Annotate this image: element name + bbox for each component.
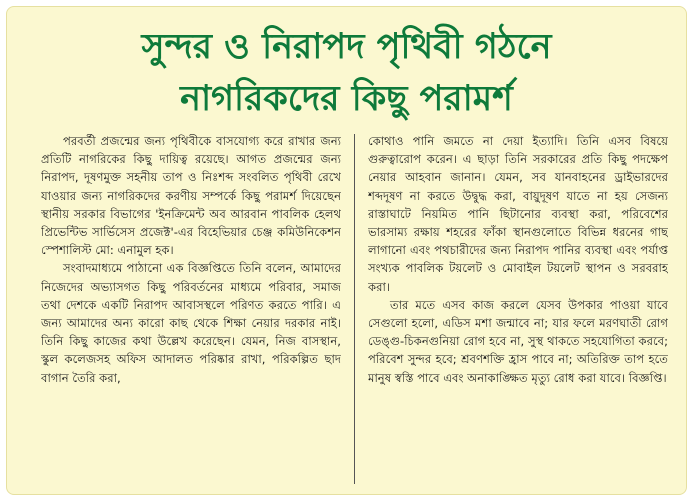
headline-line-1: সুন্দর ও নিরাপদ পৃথিবী গঠনে (141, 27, 552, 67)
paragraph: পরবর্তী প্রজন্মের জন্য পৃথিবীকে বাসযোগ্য করে রাখার জন্য প্রতিটি নাগরিকের কিছু দায়িত্ব রয়েছে। আগত প্রজন্মের জন্য নিরাপদ, দূষণমুক্ত সহনীয় তাপ ও নিঃশব্দ সংবলিত পৃথিবী রেখে যাওয়ার জন্য নাগরিকদের করণীয় সম্পর্কে কিছু পরামর্শ দিয়েছেন স্থানীয় সরকার বিভাগের 'ইনক্রিমেন্ট অব আরবান পাবলিক হেলথ প্রিভেন্টিভ সার্ভিসেস প্রজেক্ট'-এর বিহেভিয়ার চেঞ্জ কমিউনিকেশন স্পেশালিস্ট মো: এনামুল হক। (41, 134, 341, 258)
article-body (41, 132, 677, 492)
column-divider (354, 134, 355, 484)
news-clipping (6, 6, 687, 495)
headline-line-2: নাগরিকদের কিছু পরামর্শ (180, 79, 513, 119)
paragraph: সংবাদমাধ্যমে পাঠানো এক বিজ্ঞপ্তিতে তিনি বলেন, আমাদের নিজেদের অভ্যাসগত কিছু পরিবর্তনের মাধ্যমে পরিবার, সমাজ তথা দেশকে একটি নিরাপদ আবাসস্থলে পরিণত করতে পারি। এ জন্য আমাদের অন্য কারো কাছ থেকে শিক্ষা নেয়ার দরকার নাই। তিনি কিছু কাজের কথা উল্লেখ করেছেন। যেমন, নিজ বাসস্থান, স্কুল কলেজসহ অফিস আদালত পরিষ্কার রাখা, পরিকল্পিত ছাদ বাগান তৈরি করা, (41, 261, 341, 385)
paragraph: তার মতে এসব কাজ করলে যেসব উপকার পাওয়া যাবে সেগুলো হলো, এডিস মশা জন্মাবে না; যার ফলে মরণঘাতী রোগ ডেঙ্গু-চিকনগুনিয়া রোগ হবে না, সুস্থ থাকতে সহযোগিতা করবে; পরিবেশ সুন্দর হবে; শ্রবণশক্তি হ্রাস পাবে না; অতিরিক্ত তাপ হতে মানুষ স্বস্তি পাবে এবং অনাকাঙ্ক্ষিত মৃত্যু রোধ করা যাবে। বিজ্ঞপ্তি। (368, 297, 668, 385)
column-left (41, 132, 341, 490)
column-right (368, 132, 668, 490)
paragraph: কোথাও পানি জমতে না দেয়া ইত্যাদি। তিনি এসব বিষয়ে গুরুত্বারোপ করেন। এ ছাড়া তিনি সরকারের প্রতি কিছু পদক্ষেপ নেয়ার আহবান জানান। যেমন, সব যানবাহনের ড্রাইভারদের শব্দদূষণ না করতে উদ্বুদ্ধ করা, বায়ুদূষণ যাতে না হয় সেজন্য রাস্তাঘাটে নিয়মিত পানি ছিটানোর ব্যবস্থা করা, পরিবেশের ভারসাম্য রক্ষায় শহরের ফাঁকা স্থানগুলোতে বিভিন্ন ধরনের গাছ লাগানো এবং পথচারীদের জন্য নিরাপদ পানির ব্যবস্থা এবং পর্যাপ্ত সংখ্যক পাবলিক টয়লেট ও মোবাইল টয়লেট স্থাপন ও সরবরাহ করা। (368, 134, 668, 294)
